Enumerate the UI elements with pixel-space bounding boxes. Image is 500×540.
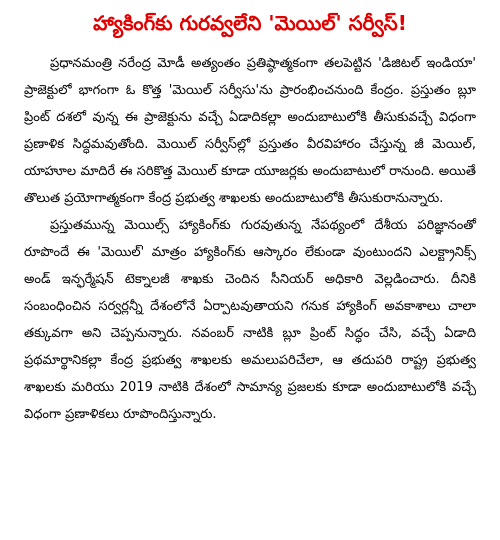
article-paragraph-1: ప్రధానమంత్రి నరేంద్ర మోడీ అత్యంతం ప్రతిష్ఠాత్మకంగా తలపెట్టిన 'డిజిటల్ ఇండియా' ప్రాజెక్టులో భాగంగా ఓ కొత్త 'మెయిల్ సర్వీసు'ను ప్రారంభించనుంది కేంద్రం. ప్రస్తుతం బ్లూ ప్రింట్ దశలో వున్న ఈ ప్రాజెక్టును వచ్చే ఏడాదికల్లా అందుబాటులోకి తీసుకువచ్చే విధంగా ప్రణాళిక సిద్ధమవుతోంది. మెయిల్ సర్వీస్‌ల్లో ప్రస్తుతం వీరవిహారం చేస్తున్న జీ మెయిల్, యాహూల మాదిరే ఈ సరికొత్త మెయిల్ కూడా యూజర్లకు అందుబాటులో రానుంది. అయితే తొలుత ప్రయోగాత్మకంగా కేంద్ర ప్రభుత్వ శాఖలకు అందుబాటులోకి తీసుకురానున్నారు. [24, 56, 476, 206]
article-paragraph-2: ప్రస్తుతమున్న మెయిల్స్ హ్యాకింగ్‌కు గురవుతున్న నేపథ్యంలో దేశీయ పరిజ్ఞానంతో రూపొందే ఈ 'మెయిల్' మాత్రం హ్యాకింగ్‌కు ఆస్కారం లేకుండా వుంటుందని ఎలక్ట్రానిక్స్ అండ్ ఇన్ఫర్మేషన్ టెక్నాలజీ శాఖకు చెందిన సీనియర్ అధికారి వెల్లడించారు. దీనికి సంబంధించిన సర్వర్లన్నీ దేశంలోనే ఏర్పాటవుతాయని గనుక హ్యాకింగ్ అవకాశాలు చాలా తక్కువగా అని చెప్పనున్నారు. నవంబర్ నాటికి బ్లూ ప్రింట్ సిద్ధం చేసి, వచ్చే ఏడాది ప్రథమార్థానికల్లా కేంద్ర ప్రభుత్వ శాఖలకు అమలుపరిచేలా, ఆ తదుపరి రాష్ట్ర ప్రభుత్వ శాఖలకు మరియు 2019 నాటికి దేశంలో సామాన్య ప్రజలకు కూడా అందుబాటులోకి వచ్చే విధంగా ప్రణాళికలు రూపొందిస్తున్నారు. [24, 218, 476, 422]
article-headline: హ్యాకింగ్‌కు గురవ్వలేని 'మెయిల్' సర్వీస్! [93, 11, 407, 35]
article-body [24, 50, 476, 428]
